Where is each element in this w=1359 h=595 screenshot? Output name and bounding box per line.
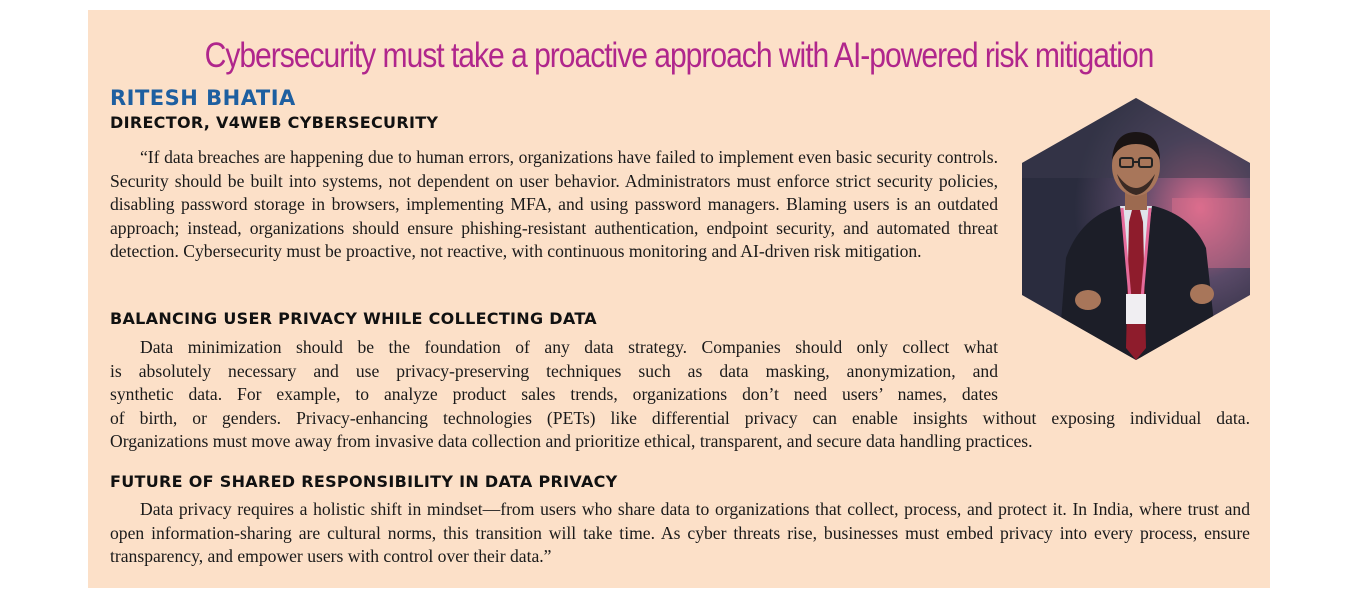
section-heading-privacy: BALANCING USER PRIVACY WHILE COLLECTING DATA — [110, 309, 597, 328]
privacy-line: is absolutely necessary and use privacy-preserving techniques such as data masking, anonymization, and — [110, 360, 998, 381]
privacy-line: Data minimization should be the foundation of any data strategy. Companies should only collect what — [140, 337, 998, 357]
section-heading-future: FUTURE OF SHARED RESPONSIBILITY IN DATA PRIVACY — [110, 472, 618, 491]
privacy-line: synthetic data. For example, to analyze product sales trends, organizations don’t need users’ names, dates — [110, 384, 998, 405]
article-panel — [88, 10, 1270, 588]
quote-paragraph: “If data breaches are happening due to human errors, organizations have failed to implement even basic security controls. Security should be built into systems, not dependent on user behavior. Administrators must enforce strict security policies, disabling password storage in browsers, implementing MFA, and using password managers. Blaming users is an outdated approach; instead, organizations should ensure phishing-resistant authentication, endpoint security, and automated threat detection. Cybersecurity must be proactive, not reactive, with continuous monitoring and AI-driven risk mitigation. — [110, 147, 998, 262]
future-paragraph: Data privacy requires a holistic shift in mindset—from users who share data to organizations that collect, process, and protect it. In India, where trust and open information-sharing are cultural norms, this transition will take time. As cyber threats rise, businesses must embed privacy into every process, ensure transparency, and empower users with control over their data.” — [110, 499, 1250, 567]
article-headline: Cybersecurity must take a proactive approach with AI-powered risk mitigation — [204, 36, 1154, 75]
portrait-photo — [1022, 98, 1250, 360]
privacy-line: Organizations must move away from invasive data collection and prioritize ethical, transparent, and secure data handling practices. — [110, 431, 1033, 452]
privacy-line: of birth, or genders. Privacy-enhancing technologies (PETs) like differential privacy can enable insights without exposing individual data. — [110, 407, 1250, 428]
author-name: RITESH BHATIA — [110, 86, 296, 110]
hexagon-portrait-icon — [1022, 98, 1250, 360]
author-role: DIRECTOR, V4WEB CYBERSECURITY — [110, 113, 439, 132]
